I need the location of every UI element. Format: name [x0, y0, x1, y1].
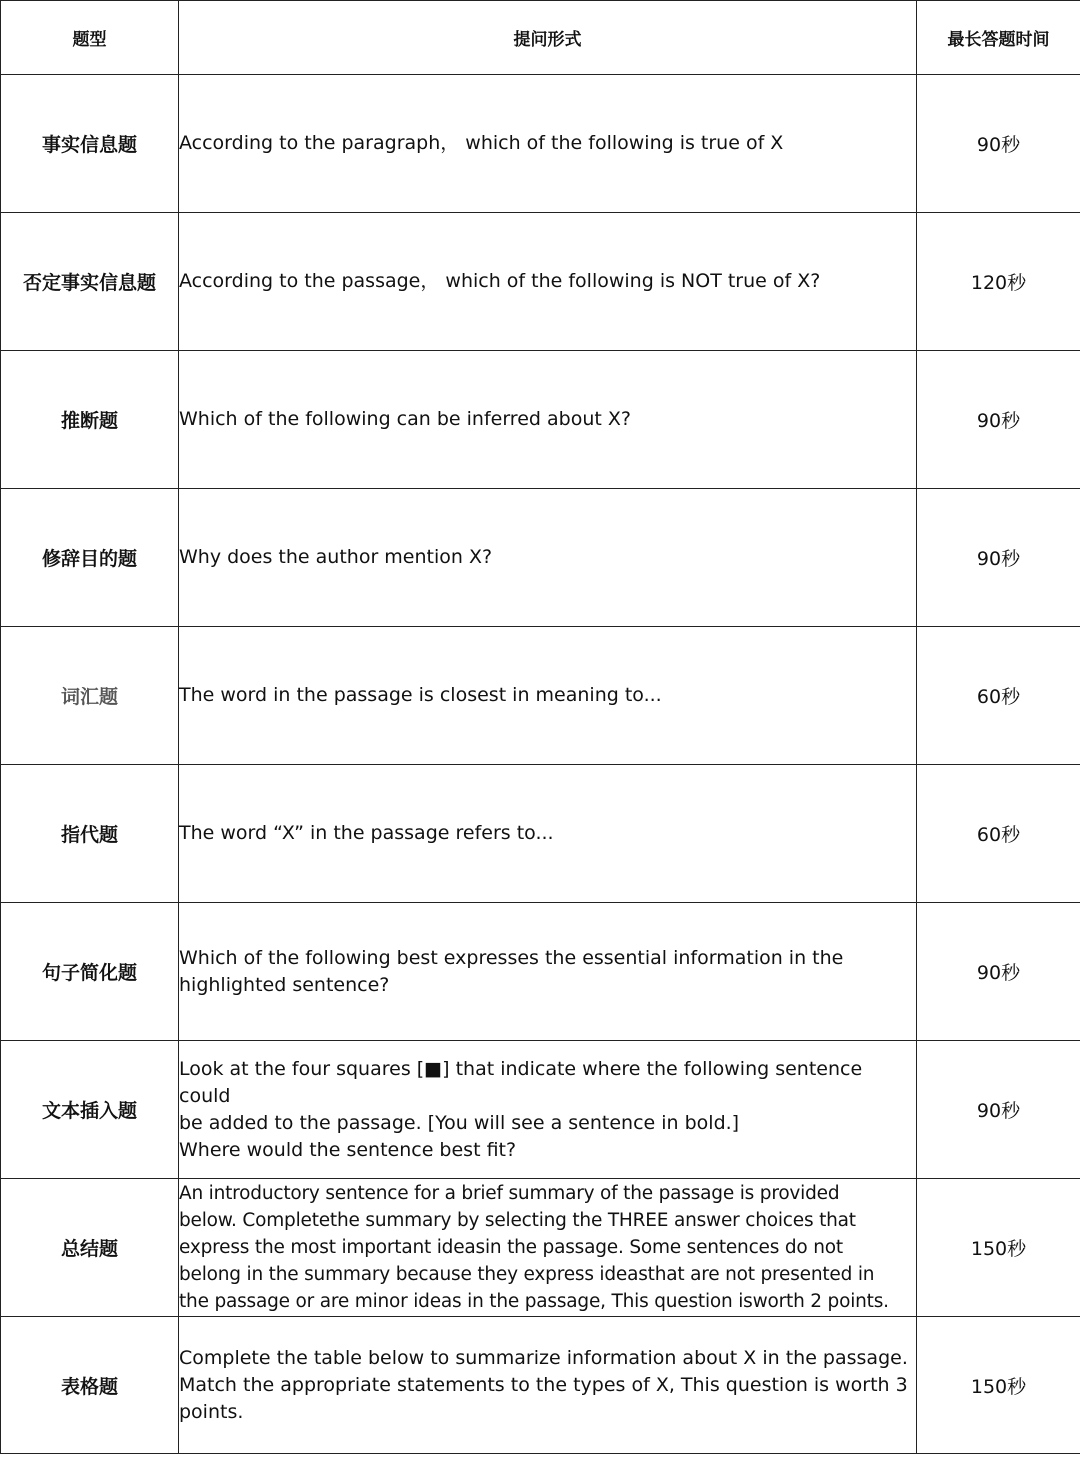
table-row: [1, 351, 1080, 489]
table-row: [1, 765, 1080, 903]
question-type-cell: 文本插入题: [1, 1041, 179, 1179]
max-time-cell: 90秒: [917, 1041, 1080, 1179]
question-format-cell: The word “X” in the passage refers to...: [179, 765, 917, 903]
question-format-cell: An introductory sentence for a brief summary of the passage is provided below. Completethe summary by selecting the THREE answer choices that express the most important ideasin the passage. Some sentences do not belong in the summary because they express ideasthat are not presented in the passage or are minor ideas in the passage, This question isworth 2 points.: [179, 1179, 917, 1317]
max-time-cell: 120秒: [917, 213, 1080, 351]
table-row: [1, 489, 1080, 627]
question-format-cell: According to the paragraph， which of the following is true of X: [179, 75, 917, 213]
question-type-cell: 句子简化题: [1, 903, 179, 1041]
max-time-cell: 90秒: [917, 75, 1080, 213]
question-type-cell: 事实信息题: [1, 75, 179, 213]
question-format-cell: Which of the following can be inferred about X?: [179, 351, 917, 489]
question-format-cell: The word in the passage is closest in meaning to...: [179, 627, 917, 765]
question-type-cell: 指代题: [1, 765, 179, 903]
table-row: [1, 1179, 1080, 1317]
table-row: [1, 903, 1080, 1041]
max-time-cell: 90秒: [917, 489, 1080, 627]
question-type-cell: 否定事实信息题: [1, 213, 179, 351]
max-time-cell: 60秒: [917, 627, 1080, 765]
question-format-cell: Complete the table below to summarize information about X in the passage. Match the appropriate statements to the types of X, This question is worth 3 points.: [179, 1317, 917, 1454]
max-time-cell: 90秒: [917, 903, 1080, 1041]
question-format-cell: According to the passage， which of the following is NOT true of X?: [179, 213, 917, 351]
question-type-cell: 表格题: [1, 1317, 179, 1454]
header-question-type: 题型: [1, 1, 179, 75]
table-row: [1, 1041, 1080, 1179]
table-row: [1, 75, 1080, 213]
question-type-cell: 修辞目的题: [1, 489, 179, 627]
max-time-cell: 150秒: [917, 1179, 1080, 1317]
header-question-format: 提问形式: [179, 1, 917, 75]
max-time-cell: 60秒: [917, 765, 1080, 903]
question-format-cell: Why does the author mention X?: [179, 489, 917, 627]
table-row: [1, 213, 1080, 351]
table-row: [1, 1317, 1080, 1454]
question-type-cell: 词汇题: [1, 627, 179, 765]
table-header-row: [1, 1, 1080, 75]
table-row: [1, 627, 1080, 765]
max-time-cell: 90秒: [917, 351, 1080, 489]
question-type-cell: 推断题: [1, 351, 179, 489]
header-max-time: 最长答题时间: [917, 1, 1080, 75]
question-format-cell: Look at the four squares [■] that indicate where the following sentence could be added to the passage. [You will see a sentence in bold.] Where would the sentence best fit?: [179, 1041, 917, 1179]
max-time-cell: 150秒: [917, 1317, 1080, 1454]
question-type-cell: 总结题: [1, 1179, 179, 1317]
question-format-cell: Which of the following best expresses the essential information in the highlighted sentence?: [179, 903, 917, 1041]
